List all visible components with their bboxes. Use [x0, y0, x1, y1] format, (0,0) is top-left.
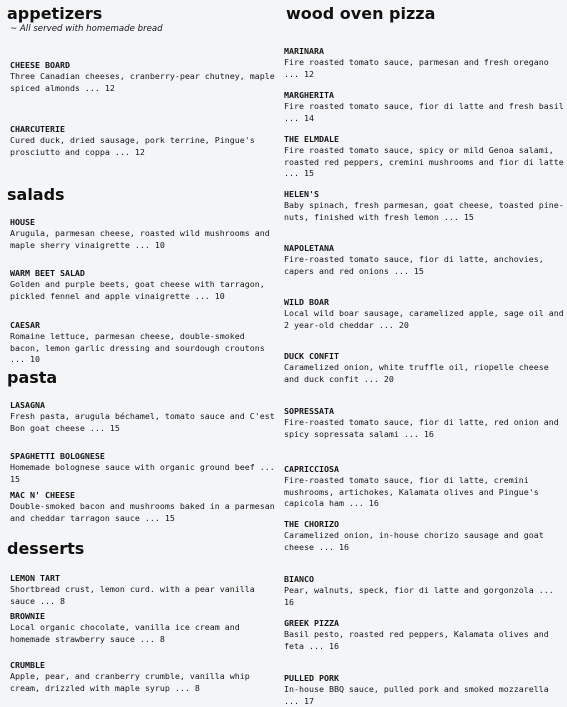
- item-desc: Fresh pasta, arugula béchamel, tomato sauce and C'est Bon goat cheese ... 15: [10, 411, 275, 433]
- section-title-wood-oven-pizza: wood oven pizza: [286, 4, 436, 23]
- item-desc: In-house BBQ sauce, pulled pork and smoked mozzarella ... 17: [284, 684, 549, 706]
- menu-item-margherita: [284, 90, 564, 124]
- menu-item-spaghetti-bolognese: [10, 451, 275, 485]
- menu-item-lemon-tart: [10, 573, 275, 607]
- menu-item-bianco: [284, 574, 564, 608]
- item-desc: Three Canadian cheeses, cranberry-pear chutney, maple spiced almonds ... 12: [10, 71, 275, 93]
- item-desc: Local wild boar sausage, caramelized apple, sage oil and 2 year-old cheddar ... 20: [284, 308, 564, 330]
- item-desc: Apple, pear, and cranberry crumble, vanilla whip cream, drizzled with maple syrup ... 8: [10, 671, 250, 693]
- menu-item-duck-confit: [284, 351, 564, 385]
- item-desc: Fire-roasted tomato sauce, fior di latte, cremini mushrooms, artichokes, Kalamata olives and Pingue's capicola ham ... 16: [284, 475, 539, 508]
- item-desc: Romaine lettuce, parmesan cheese, double-smoked bacon, lemon garlic dressing and sourdough croutons ... 10: [10, 331, 265, 364]
- item-desc: Cured duck, dried sausage, pork terrine, Pingue's prosciutto and coppa ... 12: [10, 135, 255, 157]
- item-desc: Arugula, parmesan cheese, roasted wild mushrooms and maple sherry vinaigrette ... 10: [10, 228, 270, 250]
- menu-item-wild-boar: [284, 297, 564, 331]
- item-desc: Fire roasted tomato sauce, fior di latte and fresh basil ... 14: [284, 101, 564, 123]
- menu-item-caesar: [10, 320, 275, 366]
- item-name: DUCK CONFIT: [284, 351, 339, 361]
- item-desc: Fire-roasted tomato sauce, fior di latte, red onion and spicy sopressata salami ... 16: [284, 417, 559, 439]
- menu-item-helens: [284, 189, 564, 223]
- menu-item-warm-beet-salad: [10, 268, 275, 302]
- section-title-appetizers: appetizers: [7, 4, 103, 23]
- item-desc: Fire roasted tomato sauce, spicy or mild Genoa salami, roasted red peppers, cremini mushrooms and fior di latte ... 15: [284, 145, 564, 178]
- section-title-desserts: desserts: [7, 539, 85, 558]
- item-desc: Caramelized onion, white truffle oil, riopelle cheese and duck confit ... 20: [284, 362, 549, 384]
- item-name: HOUSE: [10, 217, 35, 227]
- item-name: BIANCO: [284, 574, 314, 584]
- item-name: SPAGHETTI BOLOGNESE: [10, 451, 105, 461]
- item-name: CAPRICCIOSA: [284, 464, 339, 474]
- item-desc: Fire-roasted tomato sauce, fior di latte, anchovies, capers and red onions ... 15: [284, 254, 544, 276]
- item-name: LEMON TART: [10, 573, 60, 583]
- menu-item-marinara: [284, 46, 564, 80]
- item-name: GREEK PIZZA: [284, 618, 339, 628]
- menu-item-lasagna: [10, 400, 275, 434]
- item-name: BROWNIE: [10, 611, 45, 621]
- menu-item-brownie: [10, 611, 275, 645]
- menu-item-house: [10, 217, 275, 251]
- menu-item-cheese-board: [10, 60, 275, 94]
- item-desc: Golden and purple beets, goat cheese with tarragon, pickled fennel and apple vinaigrette ... 10: [10, 279, 265, 301]
- menu-item-charcuterie: [10, 124, 275, 158]
- item-desc: Caramelized onion, in-house chorizo sausage and goat cheese ... 16: [284, 530, 544, 552]
- item-name: MARINARA: [284, 46, 324, 56]
- menu-item-crumble: [10, 660, 275, 694]
- menu-item-the-chorizo: [284, 519, 564, 553]
- menu-item-the-elmdale: [284, 134, 564, 180]
- menu-item-sopressata: [284, 406, 564, 440]
- section-title-salads: salads: [7, 185, 65, 204]
- section-title-pasta: pasta: [7, 368, 58, 387]
- item-name: HELEN'S: [284, 189, 319, 199]
- item-name: SOPRESSATA: [284, 406, 334, 416]
- bread-note: ~ All served with homemade bread: [10, 24, 163, 34]
- item-desc: Basil pesto, roasted red peppers, Kalamata olives and feta ... 16: [284, 629, 549, 651]
- item-name: PULLED PORK: [284, 673, 339, 683]
- item-name: CAESAR: [10, 320, 40, 330]
- item-desc: Double-smoked bacon and mushrooms baked in a parmesan and cheddar tarragon sauce ... 15: [10, 501, 275, 523]
- item-desc: Fire roasted tomato sauce, parmesan and fresh oregano ... 12: [284, 57, 549, 79]
- item-name: LASAGNA: [10, 400, 45, 410]
- item-name: THE CHORIZO: [284, 519, 339, 529]
- item-desc: Baby spinach, fresh parmesan, goat cheese, toasted pine-nuts, finished with fresh lemon ... 15: [284, 200, 564, 222]
- item-desc: Pear, walnuts, speck, fior di latte and gorgonzola ... 16: [284, 585, 554, 607]
- item-name: THE ELMDALE: [284, 134, 339, 144]
- item-name: MAC N' CHEESE: [10, 490, 75, 500]
- item-name: CHARCUTERIE: [10, 124, 65, 134]
- menu-item-greek-pizza: [284, 618, 564, 652]
- item-desc: Homemade bolognese sauce with organic ground beef ... 15: [10, 462, 275, 484]
- item-name: MARGHERITA: [284, 90, 334, 100]
- item-desc: Shortbread crust, lemon curd. with a pear vanilla sauce ... 8: [10, 584, 255, 606]
- menu-item-capricciosa: [284, 464, 564, 510]
- item-name: WILD BOAR: [284, 297, 329, 307]
- item-desc: Local organic chocolate, vanilla ice cream and homemade strawberry sauce ... 8: [10, 622, 240, 644]
- menu-item-mac-n-cheese: [10, 490, 275, 524]
- menu-item-napoletana: [284, 243, 564, 277]
- menu-item-pulled-pork: [284, 673, 564, 707]
- item-name: WARM BEET SALAD: [10, 268, 85, 278]
- item-name: CHEESE BOARD: [10, 60, 70, 70]
- item-name: CRUMBLE: [10, 660, 45, 670]
- item-name: NAPOLETANA: [284, 243, 334, 253]
